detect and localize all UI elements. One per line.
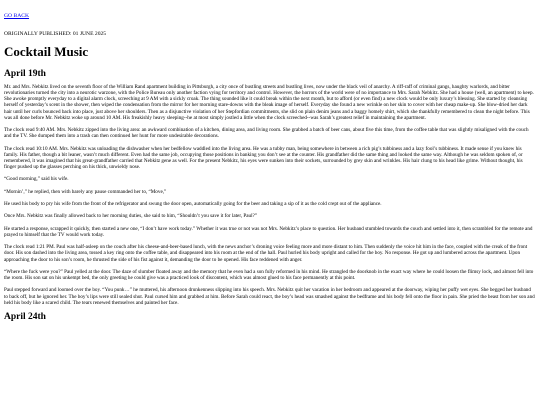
paragraph-2: The clock read 9:40 AM. Mrs. Nebkitz zipped into the living area: an awkward combination of a kitchen, dining area, and living room. She grabbed a batch of beer cans, about five this time, from the coffee table that was slightly misaligned with the couch and the TV. She dumped them into a trash can then continued her hunt for more undesirable decorations. <box>4 127 529 140</box>
paragraph-9: The clock read 1:21 PM. Paul was half-asleep on the couch after his cheese-and-beer-based lunch, with the news anchor’s droning voice feeling more and more distant to him. Then suddenly the voice hit him in the face, coupled with the creak of the front door. His son dashed into the living area, tossed a key ring onto the coffee table, and disappeared into his room at the end of the hall. Paul hurled his body upright and called for the boy. No response. He got up and lumbered across the apartment. Upon approaching the door to his son’s room, he thrusted the side of his fist against it, demanding the door to be opened. His face reddened with anger. <box>4 244 528 263</box>
paragraph-10: “Where the fuck were you?” Paul yelled at the door. The daze of slumber floated away and the memory that he even had a son fully reformed in his mind. He strangled the doorknob in the exact way where he could loosen the flimsy lock, and almost fell into the room. His son sat on his unkempt bed, the only greeting he could give was a practiced look of discontent, which was almost glued to his face permanently at this point. <box>4 268 534 282</box>
section-heading: April 19th <box>4 69 46 79</box>
paragraph-8: He started a response, scrapped it quickly, then started a new one, “I don’t have work today.” Whether it was true or not was not Mrs. Nebkitz’s place to question. Her husband stumbled towards the couch and settled into it, then scrambled for the remote and prayed to himself that the TV would work today. <box>4 225 533 238</box>
published-date: ORIGINALLY PUBLISHED: 01 JUNE 2025 <box>4 31 107 37</box>
paragraph-6: He used his body to pry his wife from the front of the refrigerator and swung the door open, automatically going for the beer and taking a sip of it as the cold crept out of the appliance. <box>4 201 382 208</box>
next-section-heading: April 24th <box>4 312 46 323</box>
paragraph-3: The clock read 10:10 AM. Mrs. Nebkitz was unloading the dishwasher when her bedfellow waddled into the living area. He was a tubby man, being somewhere in between a rich pig’s tubbiness and a lazy fool’s tubbiness. It made sense if you knew his family. His father, though a bit leaner, wasn’t much different. Even had the same job, occupying those positions in banking you don’t see at the counter. His grandfather did the same thing and looked the same way. Although he was seldom spoken of, or remembered, it was imagined that his great-grandfather carried that Nebkitz gene as well. For the present Nebkitz, his eyes were sunken into their sockets, surrounded by grey skin and wrinkles. His hair clung to his head like grime. Without thought, his finger pushed up the glasses perching on his thick, unwieldy nose. <box>4 145 523 171</box>
paragraph-4: “Good morning,” said his wife. <box>4 176 69 183</box>
article-title: Cocktail Music <box>4 44 89 59</box>
paragraph-5: “Mornin’,” he replied, then with barely any pause commanded her to, “Move,” <box>4 188 167 195</box>
paragraph-1: Mr. and Mrs. Nebkitz lived on the seventh floor of the William Rand apartment building in Pittsburgh, a city once of bustling streets and bustling lives, now under the black veil of anarchy. A riff-raff of criminal gangs, haughty warlords, and bitter revolutionaries turned the city into a neurotic warzone, with the Police Bureau only another faction vying for territory and control. However, the horrors of the world were of no importance to Mrs. Sarah Nebkitz. She had a house (well, an apartment) to keep. She awoke promptly everyday to a digital alarm clock, screeching at 9 AM with a sickly croak. The thing sounded like it could break within the next month, but to afford (or even find) a new clock would be only luxury’s blessing. She started by cleansing herself of yesterday’s scent in the shower, then wiped the condensation from the mirror for her morning stare-downs with the bleak image of herself. Everyday she found a new wrinkle on her skin to cover with her cheap make-up. She blow-dried her dark hair until her curls bounced back into place, just above her shoulders. Then as a disjunctive violation of her Stepfordian commitments, she slid on plain denim jeans and a baggy homely shirt, which she thankfully remembered to clean the night before. This was all done before Mr. Nebkitz woke up around 10 AM. His freakishly heavy sleeping--he at most simply jostled a little when the clock screeched--was Sarah’s greatest relief in maintaining the apartment. <box>4 84 534 121</box>
paragraph-7: Once Mrs. Nebkitz was finally allowed back to her morning duties, she said to him, “Shouldn’t you save it for later, Paul?” <box>4 213 258 220</box>
go-back-link[interactable]: GO BACK <box>4 13 30 19</box>
paragraph-11: Paul stepped forward and loomed over the boy. “You punk…” he muttered, his afternoon drunkenness slipping into his speech. Mrs. Nebkitz quit her vacation in her bedroom and appeared at the doorway, wiping her puffy wet eyes. She begged her husband to back off, but he ignored her. The boy’s lips were still sealed shut. Paul cursed him and grabbed at him. Before Sarah could react, the boy’s head was smashed against the bedframe and his body fell onto the floor in pain. She pried the beast from her son and held his body like a scared child. The tears renewed themselves and painted her face. <box>4 287 535 306</box>
